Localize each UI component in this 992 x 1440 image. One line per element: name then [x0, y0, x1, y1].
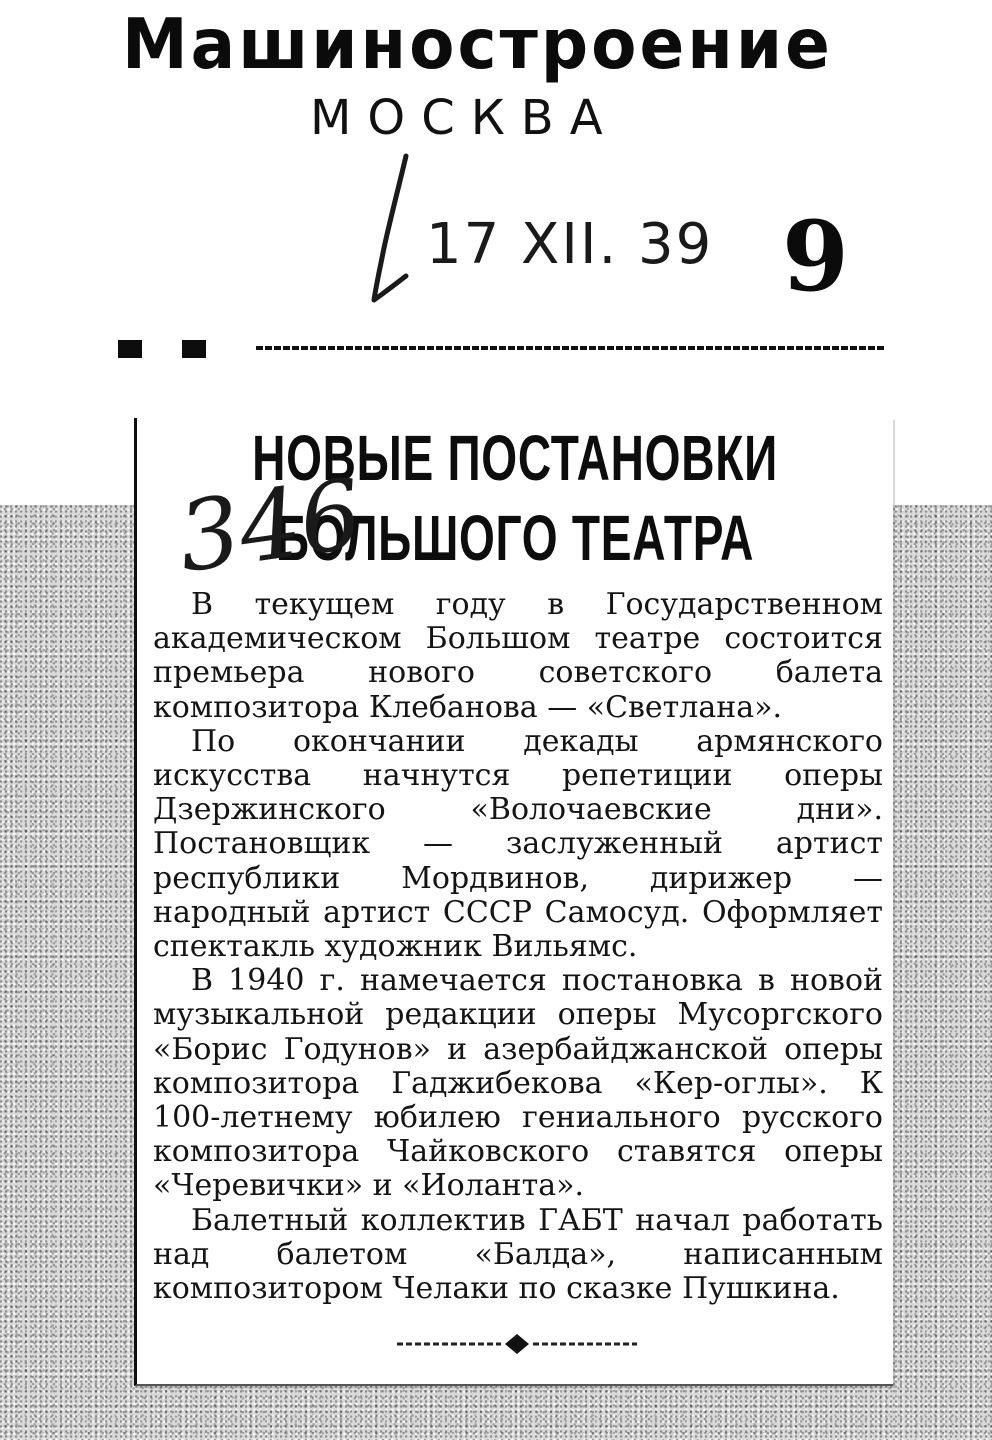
end-ornament-icon [397, 1332, 637, 1356]
headline-line-1: НОВЫЕ ПОСТАНОВКИ [252, 422, 778, 494]
headline-line-2: БОЛЬШОГО ТЕАТРА [275, 502, 755, 574]
archive-number-handwritten [168, 457, 369, 595]
date-stamp: 17 XII. 39 [426, 212, 714, 277]
issue-number-stamp: 9 [782, 200, 849, 313]
newspaper-masthead [118, 0, 898, 330]
handwritten-mark-icon [354, 150, 434, 310]
separator-block [118, 340, 142, 358]
article-paragraph: Балетный коллектив ГАБТ начал работать над балетом «Балда», написанным композитором Челаки по сказке Пушкина. [153, 1202, 883, 1307]
separator-line [256, 346, 884, 350]
archive-number-text: 346 [171, 457, 369, 595]
newspaper-city: МОСКВА [310, 90, 619, 146]
article-paragraph: В текущем году в Государственном академическом Большом театре состоится премьера нового советского балета композитора Клебанова — «Светлана». [153, 587, 883, 725]
separator-rule [118, 336, 884, 360]
separator-block [182, 340, 206, 358]
newspaper-name: Машиностроение [122, 4, 833, 85]
article-body [153, 588, 883, 1306]
article-paragraph: По окончании декады армянского искусства начнутся репетиции оперы Дзержинского «Волочаевские дни». Постановщик — заслуженный артист республики Мордвинов, дирижер — народный артист СССР Самосуд. Оформляет спектакль художник Вильямс. [153, 723, 883, 965]
article-paragraph: В 1940 г. намечается постановка в новой музыкальной редакции оперы Мусоргского «Борис Годунов» и азербайджанской оперы композитора Гаджибекова «Кер-оглы». К 100-летнему юбилею гениального русского композитора Чайковского ставятся оперы «Черевички» и «Иоланта». [153, 963, 883, 1204]
